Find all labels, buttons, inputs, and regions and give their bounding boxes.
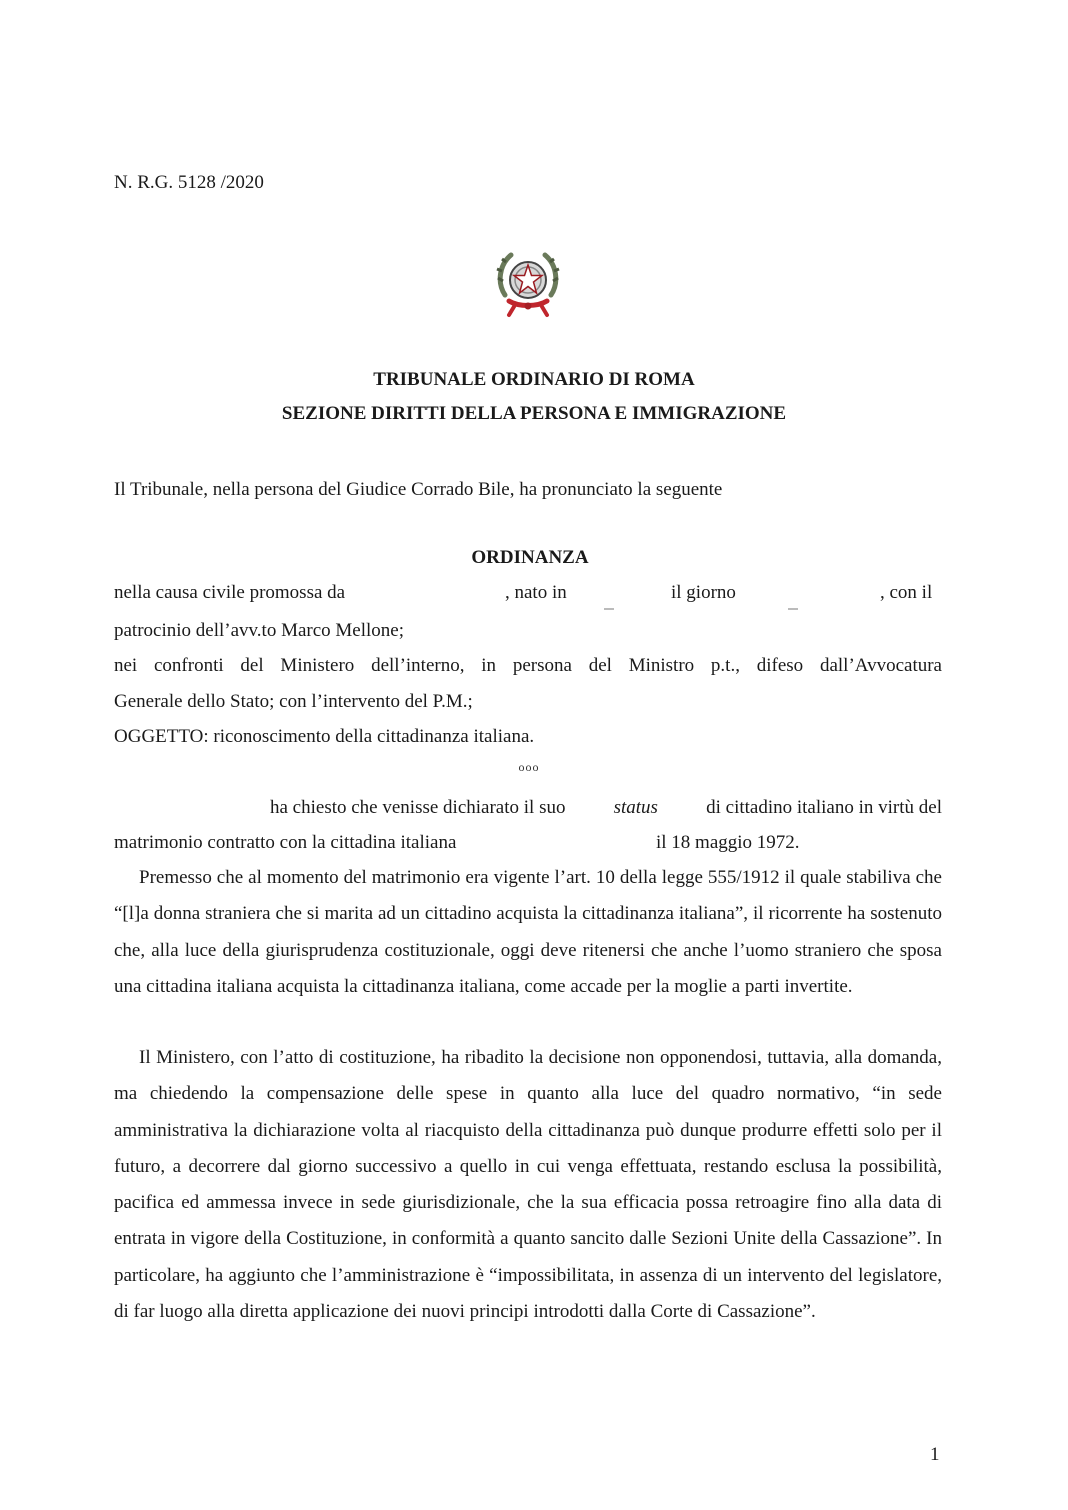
court-name: TRIBUNALE ORDINARIO DI ROMA [373,369,695,390]
body-paragraph-2: Premesso che al momento del matrimonio era vigente l’art. 10 della legge 555/1912 il quale stabiliva che “[l]a donna straniera che si marita ad un cittadino acquista la cittadinanza italiana”, il ricorrente ha sostenuto che, alla luce della giurisprudenza costituzionale, oggi deve ritenersi che anche l’uomo straniero che sposa una cittadina italiana acquista la cittadinanza italiana, come accade per la moglie a parti invertite. [114,867,942,997]
body-p1-line-2b: il 18 maggio 1972. [656,832,800,853]
parties-line-2: patrocinio dell’avv.to Marco Mellone; [114,620,405,641]
document-title: ORDINANZA [471,547,589,568]
redaction-mark [604,600,614,618]
section-separator: ooo [518,760,540,774]
body-p1-line-2a: matrimonio contratto con la cittadina italiana [114,832,457,853]
parties-birthplace-label: , nato in [505,582,567,603]
body-text: ha chiesto che venisse dichiarato il suo [270,797,566,818]
intro-text: Il Tribunale, nella persona del Giudice Corrado Bile, ha pronunciato la seguente [114,479,723,500]
case-number: N. R.G. 5128 /2020 [114,172,264,193]
body-text: di cittadino italiano in virtù del [706,797,942,818]
parties-line-3: nei confronti del Ministero dell’interno, in persona del Ministro p.t., difeso dall’Avvocatura [114,655,942,676]
parties-counsel-label: , con il [880,582,933,603]
body-paragraph-3: Il Ministero, con l’atto di costituzione, ha ribadito la decisione non opponendosi, tuttavia, alla domanda, ma chiedendo la compensazione delle spese in quanto alla luce del quadro normativo, “in sede amministrativa la dichiarazione volta al riacquisto della cittadinanza può dunque produrre effetti solo per il futuro, a decorrere dal giorno successivo a quello in cui venga effettuata, restando esclusa la possibilità, pacifica ed ammessa invece in sede giurisdizionale, che la sua efficacia possa retroagire fino alla data di entrata in vigore della Costituzione, in conformità a quanto sancito dalle Sezioni Unite della Cassazione”. In particolare, ha aggiunto che l’amministrazione è “impossibilitata, in assenza di un intervento del legislatore, di far luogo alla diretta applicazione dei nuovi principi introdotti dalla Corte di Cassazione”. [114,1047,942,1323]
italian-republic-emblem-icon [491,245,565,319]
object-line: OGGETTO: riconoscimento della cittadinanza italiana. [114,726,535,747]
redaction-mark [788,600,798,618]
page-number: 1 [930,1444,940,1465]
parties-line-1 [114,582,345,604]
status-term: status [613,797,658,818]
parties-line-4: Generale dello Stato; con l’intervento del P.M.; [114,691,473,712]
parties-birthdate-label: il giorno [671,582,736,603]
court-section: SEZIONE DIRITTI DELLA PERSONA E IMMIGRAZIONE [281,403,787,424]
body-p1-line-1 [270,797,942,819]
parties-text: nella causa civile promossa da [114,582,346,603]
